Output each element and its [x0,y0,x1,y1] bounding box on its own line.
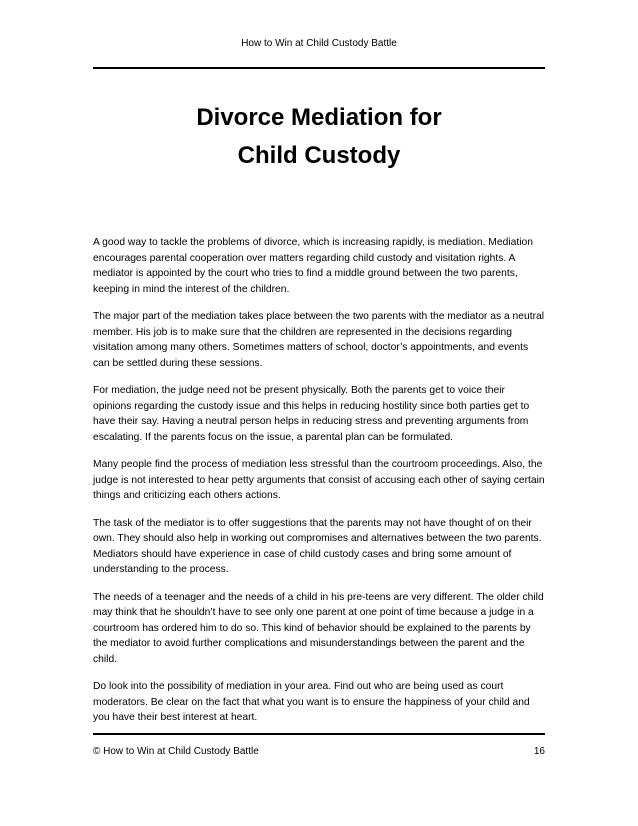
paragraph: The major part of the mediation takes place between the two parents with the mediator as a neutral member. His job is to make sure that the children are represented in the decisions regarding visitation among many others. Sometimes matters of school, doctor’s appointments, and events can be settled during these sessions. [93,311,545,369]
footer-rule [93,733,545,735]
paragraph: For mediation, the judge need not be present physically. Both the parents get to voice their opinions regarding the custody issue and this helps in reducing hostility since both parties get to have their say. Having a neutral person helps in reducing stress and preventing arguments from escalating. If the parents focus on the issue, a parental plan can be formulated. [93,385,530,443]
paragraph: Many people find the process of mediation less stressful than the courtroom proceedings. Also, the judge is not interested to hear petty arguments that consist of accusing each other of saying certain things and criticizing each others actions. [93,459,545,501]
page-number: 16 [533,746,545,757]
body-text [93,235,545,738]
paragraph: The task of the mediator is to offer suggestions that the parents may not have thought of on their own. They should also help in working out compromises and alternatives between the two parents. Mediators should have experience in case of child custody cases and bring some amount of understanding to the process. [93,517,542,575]
header-rule [93,67,545,69]
footer-copyright: © How to Win at Child Custody Battle [93,746,259,757]
running-header: How to Win at Child Custody Battle [241,38,397,49]
paragraph: A good way to tackle the problems of divorce, which is increasing rapidly, is mediation. Mediation encourages parental cooperation over matters regarding child custody and visitation rights. A mediator is appointed by the court who tries to find a middle ground between the two parents, keeping in mind the interest of the children. [93,237,533,295]
title-line-1: Divorce Mediation for [196,104,442,131]
title-line-2: Child Custody [237,142,401,169]
paragraph: The needs of a teenager and the needs of a child in his pre-teens are very different. The older child may think that he shouldn’t have to see only one parent at one point of time because a judge in a courtroom has ordered him to do so. This kind of behavior should be explained to the parents by the mediator to avoid further complications and misunderstandings between the parent and the child. [93,591,544,665]
page-title [93,99,545,175]
paragraph: Do look into the possibility of mediation in your area. Find out who are being used as court moderators. Be clear on the fact that what you want is to ensure the happiness of your child and you have their best interest at heart. [93,681,530,723]
